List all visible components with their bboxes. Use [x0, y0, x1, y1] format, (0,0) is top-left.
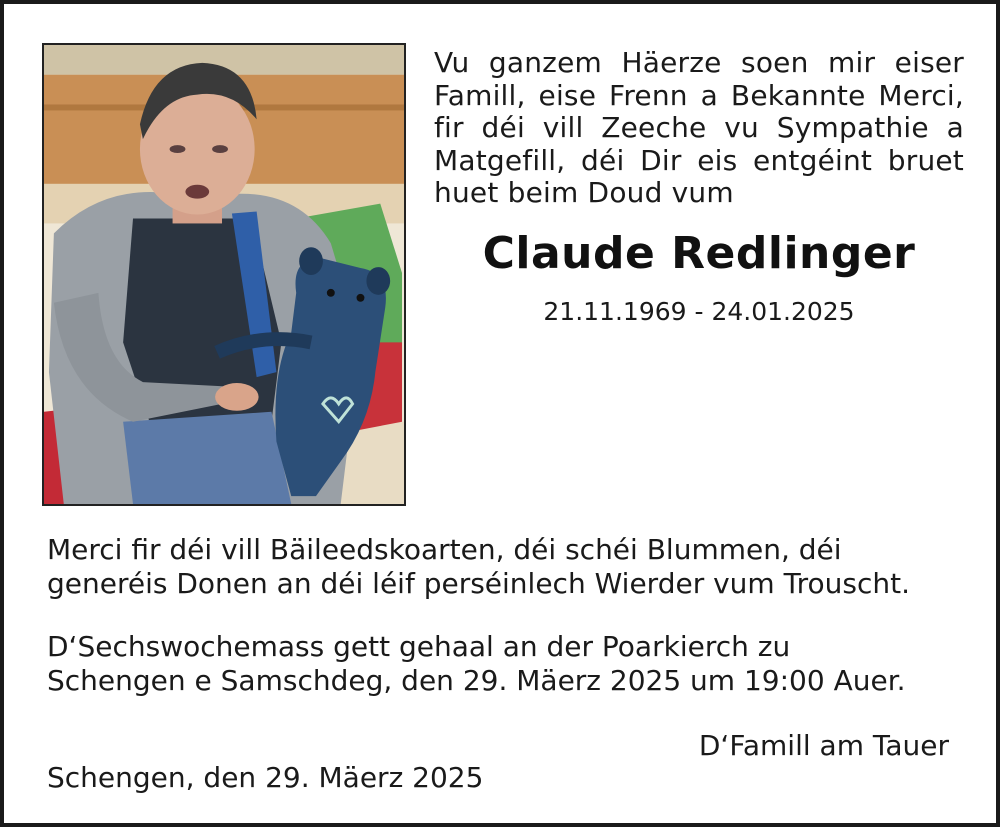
intro-line: Matgefill, déi Dir eis entgéint bruet — [434, 143, 964, 177]
mass-paragraph — [47, 630, 967, 698]
life-dates: 21.11.1969 - 24.01.2025 — [543, 297, 855, 326]
intro-text — [434, 47, 964, 210]
thanks-line: generéis Donen an déi léif perséinlech Wierder vum Trouscht. — [47, 567, 910, 600]
place-date: Schengen, den 29. Mäerz 2025 — [47, 761, 484, 794]
intro-line: huet beim Doud vum — [434, 176, 734, 209]
mass-line: D‘Sechswochemass gett gehaal an der Poarkierch zu — [47, 630, 791, 663]
intro-line: fir déi vill Zeeche vu Sympathie a — [434, 111, 964, 144]
thanks-line: Merci fir déi vill Bäileedskoarten, déi schéi Blummen, déi — [47, 533, 842, 566]
family-signature: D‘Famill am Tauer — [698, 729, 949, 762]
deceased-name: Claude Redlinger — [482, 228, 916, 279]
thanks-paragraph — [47, 533, 967, 601]
intro-line: Famill, eise Frenn a Bekannte Merci, — [434, 78, 964, 112]
intro-line: Vu ganzem Häerze soen mir eiser — [434, 46, 964, 79]
portrait-photo — [42, 43, 406, 506]
mass-line: Schengen e Samschdeg, den 29. Mäerz 2025 um 19:00 Auer. — [47, 664, 906, 697]
portrait-illustration — [44, 45, 404, 504]
